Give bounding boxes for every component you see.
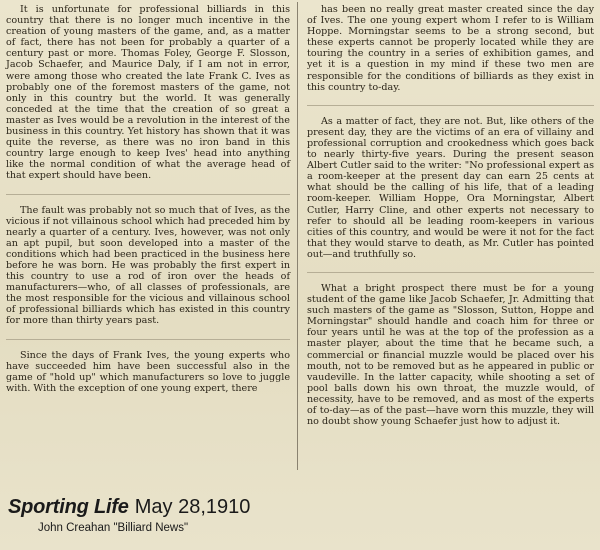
paragraph-right-1: has been no really great master created since the day of Ives. The one young expert whom I refer to is William Hoppe. Morningstar seems to be a strong second, but these experts cannot be properly located while they are touring the country in a series of exhibition games, and yet it is a question in my mind if these two men are responsible for the conditions of billiards as they exist in this country to-day.: [307, 4, 594, 93]
paragraph-left-3: Since the days of Frank Ives, the young experts who have succeeded him have been successful also in the game of "hold up" which manufacturers so love to juggle with. With the exception of one young expert, there: [6, 349, 290, 394]
publication-name: Sporting Life: [8, 496, 129, 518]
paragraph-separator: [307, 272, 594, 273]
paragraph-right-3: What a bright prospect there must be for a young student of the game like Jacob Schaefer, Jr. Admitting that such masters of the game as "Slosson, Sutton, Hoppe and Morningstar" should handle and coach him for three or four years until he was at the top of the profession as a master player, about the time that he became such, a commercial or financial muzzle would be placed over his mouth, not to be removed but as he appeared in public or vaudeville. In the latter capacity, while shooting a set of pool balls down his own throat, the muzzle would, of necessity, have to be removed, and as most of the experts of to-day—as of the past—have worn this muzzle, they will no doubt show young Schaefer just how to adjust it.: [307, 282, 594, 428]
paragraph-separator: [307, 105, 594, 106]
publication-date: May 28,1910: [134, 496, 251, 518]
paragraph-left-1: It is unfortunate for professional billiards in this country that there is no longer much incentive in the creation of young masters of the game, and, as a matter of fact, there has not been for probably a quarter of a century past or more. Thomas Foley, George F. Slosson, Jacob Schaefer, and Maurice Daly, if I am not in error, were among those who created the late Frank C. Ives as probably one of the foremost masters of the game, not only in this country but the world. It was generally conceded at the time that the creation of so great a master as Ives would be a revolution in the interest of the business in this country. Yet history has shown that it was quite the reverse, as there was no iron band in this country large enough to keep Ives' head into anything like the normal condition of what the average head of that expert should have been.: [6, 4, 290, 182]
source-caption: [8, 496, 298, 519]
column-divider: [297, 2, 298, 470]
paragraph-left-2: The fault was probably not so much that of Ives, as the vicious if not villainous school which had preceded him by nearly a quarter of a century. Ives, however, was not only an apt pupil, but soon developed into a master of the conditions which had been practiced in the business here before he was born. He was probably the first expert in this country to use a rod of iron over the heads of manufacturers—who, of all classes of professionals, are the most responsible for the vicious and villainous school of professional billiards which has existed in this country for more than thirty years past.: [6, 204, 290, 327]
paragraph-separator: [6, 339, 290, 340]
right-column: [307, 4, 594, 439]
paragraph-separator: [6, 194, 290, 195]
left-column: [6, 4, 290, 406]
paragraph-right-2: As a matter of fact, they are not. But, like others of the present day, they are the victims of an era of villainy and professional corruption and crookedness which goes back to nearly thirty-five years. During the present season Albert Cutler said to the writer: "No professional expert as a room-keeper at the present day can earn 25 cents at what should be the calling of his life, that of a leading room-keeper. William Hoppe, Ora Morningstar, Albert Cutler, Harry Cline, and other experts not necessary to refer to should all be leading room-keepers in various cities of this country, and would be were it not for the fact that they would starve to death, as Mr. Cutler has pointed out—and truthfully so.: [307, 115, 594, 260]
article-credit: John Creahan "Billiard News": [38, 522, 189, 534]
